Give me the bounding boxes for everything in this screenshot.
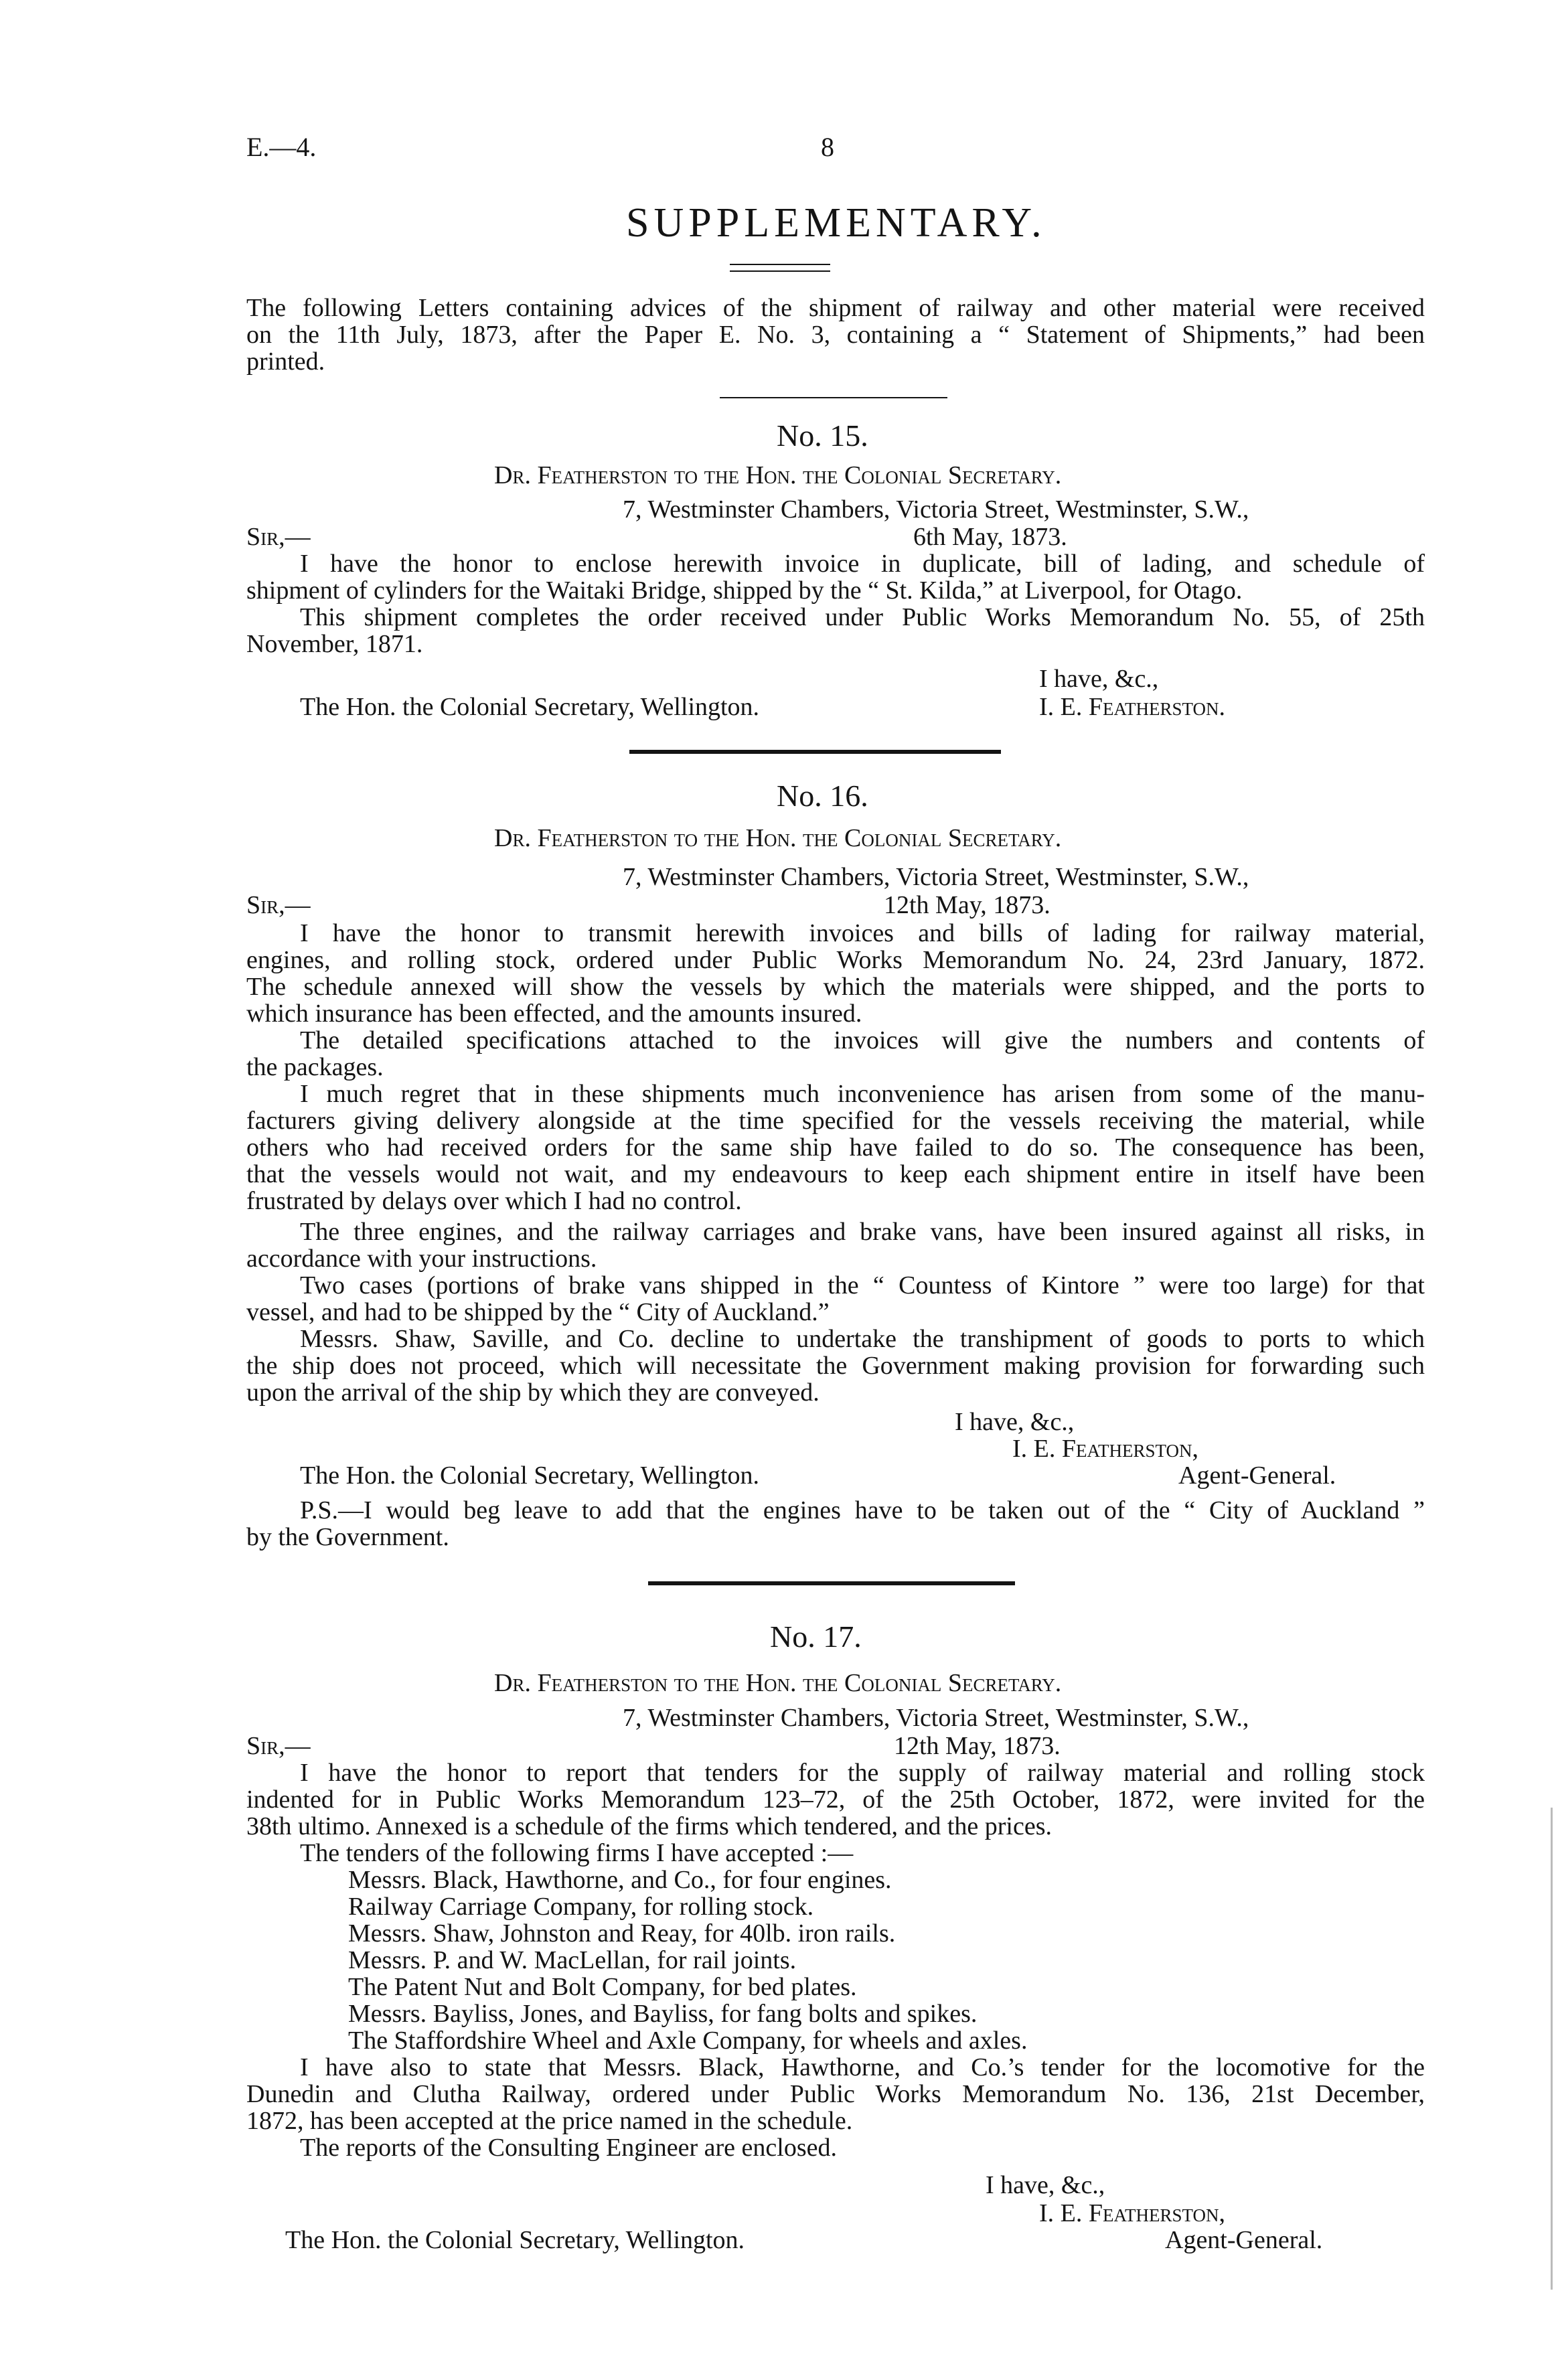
letter-number: No. 15. — [777, 418, 868, 453]
signatory-title: Agent-General. — [1165, 2226, 1323, 2254]
signatory-title: Agent-General. — [1178, 1461, 1336, 1490]
body-line: which insurance has been effected, and the amounts insured. — [246, 1000, 862, 1028]
postscript-line: P.S.—I would beg leave to add that the engines have to be taken out of the “ City of Auckland ” — [300, 1496, 1425, 1524]
body-line: The tenders of the following firms I have accepted :— — [300, 1839, 854, 1867]
section-rule — [720, 397, 947, 398]
letter-address: 7, Westminster Chambers, Victoria Street, Westminster, S.W., — [623, 495, 1249, 524]
body-line: shipment of cylinders for the Waitaki Bridge, shipped by the “ St. Kilda,” at Liverpool, for Otago. — [246, 576, 1243, 605]
salutation: Sir,— — [246, 891, 311, 919]
signature: I. E. Featherston. — [1039, 693, 1226, 721]
list-item: Railway Carriage Company, for rolling stock. — [348, 1893, 814, 1921]
body-line: I have the honor to transmit herewith invoices and bills of lading for railway material, — [300, 919, 1425, 947]
addressee: The Hon. the Colonial Secretary, Wellington. — [285, 2226, 745, 2254]
list-item: Messrs. Bayliss, Jones, and Bayliss, for fang bolts and spikes. — [348, 2000, 978, 2028]
body-line: others who had received orders for the same ship have failed to do so. The consequence has been, — [246, 1133, 1425, 1162]
letter-date: 12th May, 1873. — [894, 1732, 1061, 1760]
body-line: The detailed specifications attached to the invoices will give the numbers and contents of — [300, 1026, 1425, 1054]
page-number: 8 — [821, 132, 834, 162]
list-item: The Staffordshire Wheel and Axle Company, for wheels and axles. — [348, 2027, 1028, 2055]
body-line: 38th ultimo. Annexed is a schedule of the firms which tendered, and the prices. — [246, 1812, 1053, 1840]
addressee: The Hon. the Colonial Secretary, Wellington. — [300, 693, 760, 721]
intro-line: The following Letters containing advices of the shipment of railway and other material were received — [246, 294, 1425, 322]
body-line: Dunedin and Clutha Railway, ordered under Public Works Memorandum No. 136, 21st December, — [246, 2080, 1425, 2108]
body-line: frustrated by delays over which I had no control. — [246, 1187, 742, 1215]
letter-number: No. 17. — [770, 1619, 862, 1654]
signature: I. E. Featherston, — [1012, 1435, 1199, 1463]
body-line: I have the honor to enclose herewith invoice in duplicate, bill of lading, and schedule of — [300, 550, 1425, 578]
letter-separator — [648, 1581, 1015, 1585]
letter-date: 6th May, 1873. — [913, 523, 1067, 551]
body-line: the packages. — [246, 1053, 384, 1081]
document-reference: E.—4. — [246, 132, 317, 162]
letter-heading: Dr. Featherston to the Hon. the Colonial Secretary. — [494, 824, 1062, 852]
list-item: Messrs. Black, Hawthorne, and Co., for four engines. — [348, 1866, 892, 1894]
page-title: SUPPLEMENTARY. — [626, 200, 1046, 246]
body-line: the ship does not proceed, which will necessitate the Government making provision for forwarding such — [246, 1352, 1425, 1380]
body-line: This shipment completes the order received under Public Works Memorandum No. 55, of 25th — [300, 603, 1425, 631]
body-line: indented for in Public Works Memorandum 123–72, of the 25th October, 1872, were invited for the — [246, 1786, 1425, 1814]
body-line: I have also to state that Messrs. Black, Hawthorne, and Co.’s tender for the locomotive for the — [300, 2053, 1425, 2081]
letter-address: 7, Westminster Chambers, Victoria Street, Westminster, S.W., — [623, 1704, 1249, 1732]
page-edge-line — [1551, 1808, 1553, 2290]
addressee: The Hon. the Colonial Secretary, Wellington. — [300, 1461, 760, 1490]
body-line: The schedule annexed will show the vessels by which the materials were shipped, and the ports to — [246, 973, 1425, 1001]
salutation: Sir,— — [246, 1732, 311, 1760]
body-line: 1872, has been accepted at the price named in the schedule. — [246, 2107, 853, 2135]
intro-line: printed. — [246, 347, 325, 376]
body-line: I much regret that in these shipments much inconvenience has arisen from some of the manu- — [300, 1080, 1425, 1108]
letter-number: No. 16. — [777, 779, 868, 813]
body-line: I have the honor to report that tenders for the supply of railway material and rolling stock — [300, 1759, 1425, 1787]
body-line: accordance with your instructions. — [246, 1245, 597, 1273]
intro-line: on the 11th July, 1873, after the Paper E. No. 3, containing a “ Statement of Shipments,” had been — [246, 321, 1425, 349]
list-item: The Patent Nut and Bolt Company, for bed plates. — [348, 1973, 857, 2001]
letter-date: 12th May, 1873. — [884, 891, 1050, 919]
letter-separator — [629, 750, 1001, 754]
body-line: The three engines, and the railway carriages and brake vans, have been insured against all risks, in — [300, 1218, 1425, 1246]
list-item: Messrs. Shaw, Johnston and Reay, for 40lb. iron rails. — [348, 1919, 896, 1948]
closing: I have, &c., — [955, 1408, 1075, 1436]
letter-address: 7, Westminster Chambers, Victoria Street, Westminster, S.W., — [623, 863, 1249, 891]
salutation: Sir,— — [246, 523, 311, 551]
postscript-line: by the Government. — [246, 1523, 449, 1551]
title-double-rule-top — [730, 264, 830, 265]
letter-heading: Dr. Featherston to the Hon. the Colonial Secretary. — [494, 1669, 1062, 1697]
list-item: Messrs. P. and W. MacLellan, for rail joints. — [348, 1946, 797, 1974]
signature: I. E. Featherston, — [1039, 2199, 1226, 2227]
body-line: vessel, and had to be shipped by the “ City of Auckland.” — [246, 1298, 830, 1326]
body-line: engines, and rolling stock, ordered under Public Works Memorandum No. 24, 23rd January, 1872. — [246, 946, 1425, 974]
body-line: that the vessels would not wait, and my endeavours to keep each shipment entire in itself have been — [246, 1160, 1425, 1188]
body-line: Messrs. Shaw, Saville, and Co. decline to undertake the transhipment of goods to ports to which — [300, 1325, 1425, 1353]
body-line: November, 1871. — [246, 630, 423, 658]
title-double-rule-bottom — [730, 270, 830, 272]
closing: I have, &c., — [1039, 665, 1159, 693]
letter-heading: Dr. Featherston to the Hon. the Colonial Secretary. — [494, 461, 1062, 489]
body-line: Two cases (portions of brake vans shipped in the “ Countess of Kintore ” were too large) for that — [300, 1271, 1425, 1299]
body-line: facturers giving delivery alongside at the time specified for the vessels receiving the material, while — [246, 1107, 1425, 1135]
body-line: upon the arrival of the ship by which they are conveyed. — [246, 1378, 820, 1407]
body-line: The reports of the Consulting Engineer are enclosed. — [300, 2134, 837, 2162]
closing: I have, &c., — [986, 2171, 1105, 2199]
